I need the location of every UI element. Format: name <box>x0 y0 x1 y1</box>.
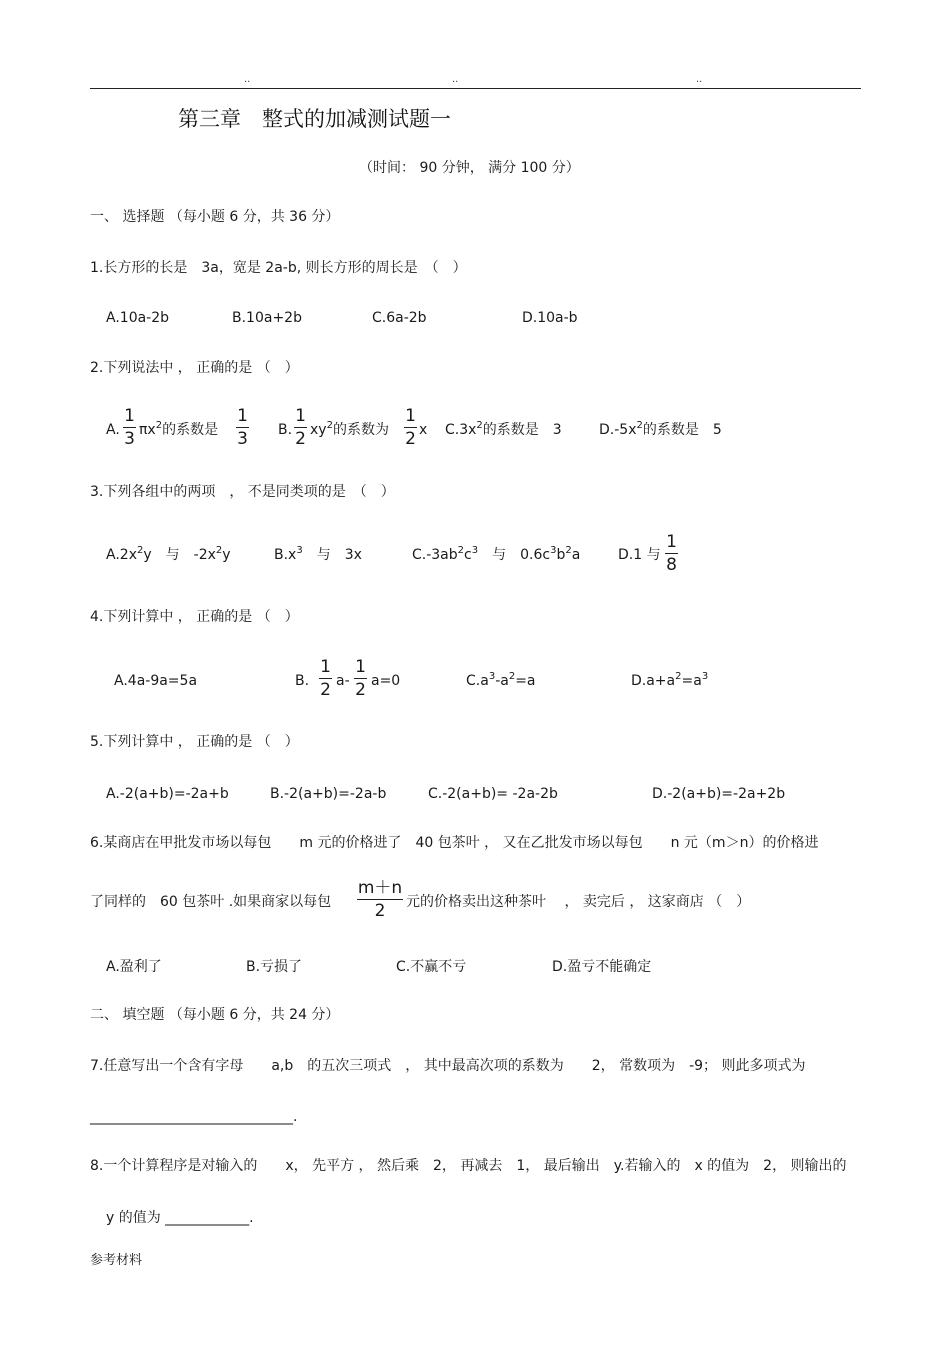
question-6-line-2-pre: 了同样的 60 包茶叶 .如果商家以每包 <box>90 894 332 910</box>
q3-a-exp2: 2 <box>215 545 223 556</box>
q3-a-3: y <box>222 547 231 563</box>
q2-a-ans-den: 3 <box>237 429 248 449</box>
header-dots-2: .. <box>452 74 459 85</box>
q4-b-fraction-2 <box>354 658 367 699</box>
q2-a-fraction <box>123 407 136 448</box>
q5-option-d: D.-2(a+b)=-2a+2b <box>652 786 786 802</box>
q4-c-1: C.a <box>466 673 489 689</box>
q2-d-pre: D.-5x <box>599 422 637 438</box>
q3-b-2: 与 3x <box>302 547 362 563</box>
q2-b-answer-x: x <box>419 422 428 438</box>
question-1-stem: 1.长方形的长是 3a，宽是 2a-b, 则长方形的周长是 （ ） <box>90 260 467 276</box>
q4-option-a: A.4a-9a=5a <box>114 673 198 689</box>
q2-b-frac-den: 2 <box>295 429 306 449</box>
header-rule <box>90 88 861 89</box>
q3-d-num: 1 <box>666 532 677 552</box>
question-7-line-1: 7.任意写出一个含有字母 a,b 的五次三项式 ， 其中最高次项的系数为 2， 常数项为 -9； 则此多项式为 <box>90 1058 806 1074</box>
q4-b-fraction-1 <box>319 658 332 699</box>
q2-option-b-label: B. <box>278 422 293 438</box>
q2-b-frac-num: 1 <box>295 406 306 426</box>
q3-c-exp1: 2 <box>457 545 465 556</box>
q5-option-b: B.-2(a+b)=-2a-b <box>270 786 387 802</box>
q3-c-exp4: 2 <box>565 545 572 556</box>
q2-a-answer-fraction <box>236 407 249 448</box>
q4-b-post: a=0 <box>371 673 401 689</box>
q3-b-exp: 3 <box>296 545 303 556</box>
question-8-line-1: 8.一个计算程序是对输入的 x， 先平方 ， 然后乘 2， 再减去 1， 最后输出 y.若输入的 x 的值为 2， 则输出的 <box>90 1158 847 1174</box>
q6-option-a: A.盈利了 <box>106 959 162 975</box>
q2-a-var: πx <box>139 422 156 438</box>
q3-c-exp2: 3 <box>471 545 479 556</box>
q4-d-exp1: 2 <box>675 671 682 682</box>
question-4-stem: 4.下列计算中 ， 正确的是 （ ） <box>90 609 299 625</box>
question-2-stem: 2.下列说法中 ， 正确的是 （ ） <box>90 360 299 376</box>
q4-option-b-label: B. <box>295 673 310 689</box>
q3-c-2: c <box>464 547 472 563</box>
q6-option-b: B.亏损了 <box>246 959 303 975</box>
q6-option-d: D.盈亏不能确定 <box>552 959 652 975</box>
q3-option-a <box>106 546 231 566</box>
section-heading-fill: 二、 填空题 （每小题 6 分，共 24 分） <box>90 1007 340 1023</box>
q4-b-f2-num: 1 <box>355 657 366 677</box>
q2-b-post: 的系数为 <box>332 422 389 438</box>
q4-c-2: -a <box>495 673 509 689</box>
q2-b-var: xy <box>310 422 327 438</box>
q3-c-4: b <box>556 547 566 563</box>
question-6-line-1: 6.某商店在甲批发市场以每包 m 元的价格进了 40 包茶叶 ， 又在乙批发市场以每包 n 元（m＞n）的价格进 <box>90 835 819 851</box>
q2-option-d <box>599 421 722 441</box>
q6-price-fraction <box>357 879 403 920</box>
q6-frac-den: 2 <box>374 901 386 921</box>
q4-c-exp2: 2 <box>508 671 516 682</box>
q4-b-f1-num: 1 <box>320 657 331 677</box>
q2-b-answer-fraction <box>404 407 417 448</box>
q2-d-post: 的系数是 5 <box>642 422 722 438</box>
q3-d-den: 8 <box>666 555 677 575</box>
q2-a-exp: 2 <box>155 420 163 431</box>
footer-label: 参考材料 <box>90 1253 143 1268</box>
q2-option-c <box>445 421 562 441</box>
q4-d-2: =a <box>681 673 702 689</box>
question-8-line-2: y 的值为 ____________. <box>106 1210 254 1226</box>
q3-c-5: a <box>571 547 581 563</box>
q5-option-a: A.-2(a+b)=-2a+b <box>106 786 229 802</box>
q2-a-frac-num: 1 <box>124 406 135 426</box>
q2-d-exp: 2 <box>636 420 643 431</box>
q4-option-c <box>466 672 536 692</box>
q2-b-ans-den: 2 <box>405 429 416 449</box>
question-5-stem: 5.下列计算中 ， 正确的是 （ ） <box>90 734 299 750</box>
q4-b-f2-den: 2 <box>355 680 366 700</box>
subtitle: （时间： 90 分钟， 满分 100 分） <box>359 160 580 176</box>
question-3-stem: 3.下列各组中的两项 ， 不是同类项的是 （ ） <box>90 484 395 500</box>
q4-b-f1-den: 2 <box>320 680 331 700</box>
q2-a-ans-num: 1 <box>237 406 248 426</box>
q1-option-b: B.10a+2b <box>232 310 302 326</box>
q6-option-c: C.不赢不亏 <box>396 959 467 975</box>
q2-c-pre: C.3x <box>445 422 477 438</box>
q1-option-c: C.6a-2b <box>372 310 427 326</box>
q2-option-b-term <box>310 421 389 441</box>
question-6-line-2-post: 元的价格卖出这种茶叶 ， 卖完后 ， 这家商店 （ ） <box>406 894 751 910</box>
q4-b-mid: a- <box>336 673 350 689</box>
q5-option-c: C.-2(a+b)= -2a-2b <box>428 786 558 802</box>
section-heading-choice: 一、 选择题 （每小题 6 分，共 36 分） <box>90 209 340 225</box>
q3-b-1: B.x <box>274 547 297 563</box>
q2-a-post: 的系数是 <box>162 422 219 438</box>
q3-a-exp1: 2 <box>136 545 144 556</box>
q2-a-frac-den: 3 <box>124 429 135 449</box>
q3-c-exp3: 3 <box>550 545 557 556</box>
q4-d-1: D.a+a <box>631 673 676 689</box>
q1-option-a: A.10a-2b <box>106 310 170 326</box>
q3-option-d: D.1 与 <box>618 547 661 563</box>
q3-option-c <box>412 546 580 566</box>
q4-option-d <box>631 672 708 692</box>
q3-c-3: 与 0.6c <box>478 547 551 563</box>
q4-c-3: =a <box>515 673 536 689</box>
q3-c-1: C.-3ab <box>412 547 458 563</box>
page-title: 第三章 整式的加减测试题一 <box>178 107 451 131</box>
q2-c-post: 的系数是 3 <box>482 422 562 438</box>
q2-b-ans-num: 1 <box>405 406 416 426</box>
header-dots-3: .. <box>696 74 703 85</box>
q2-b-fraction <box>294 407 307 448</box>
q4-c-exp1: 3 <box>488 671 496 682</box>
header-dots-1: .. <box>244 74 251 85</box>
q3-option-b <box>274 546 362 566</box>
q2-b-exp: 2 <box>326 420 333 431</box>
q3-d-fraction <box>665 533 678 574</box>
q2-option-a-term <box>139 421 218 441</box>
question-7-answer-blank: _____________________________. <box>90 1109 298 1125</box>
q2-option-a-label: A. <box>106 422 120 438</box>
q2-c-exp: 2 <box>476 420 483 431</box>
q6-frac-num: m＋n <box>357 878 403 898</box>
q3-a-2: y 与 -2x <box>143 547 216 563</box>
q3-a-1: A.2x <box>106 547 137 563</box>
q4-d-exp2: 3 <box>701 671 709 682</box>
q1-option-d: D.10a-b <box>522 310 578 326</box>
